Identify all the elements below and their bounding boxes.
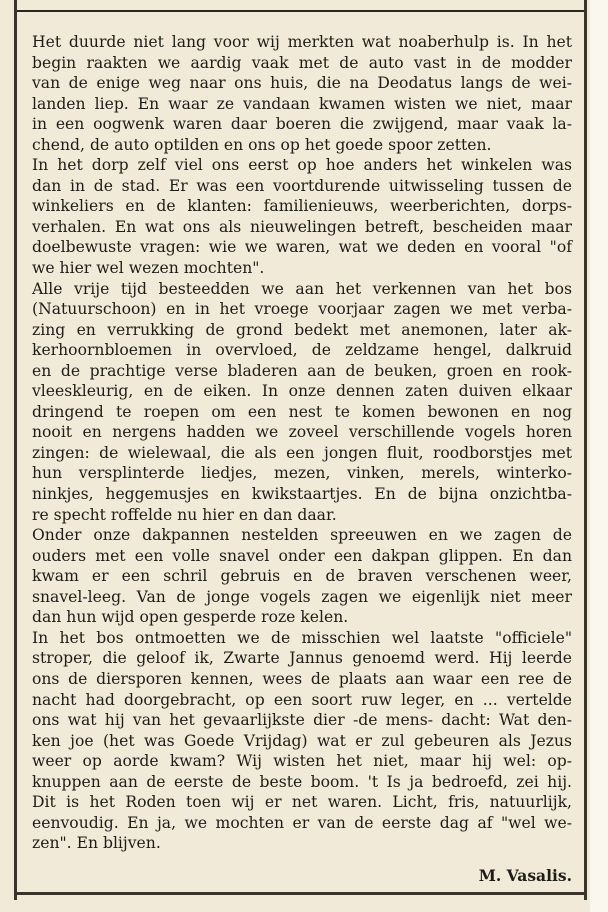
article-line: en de prachtige verse bladeren aan de beuken, groen en rook- xyxy=(32,361,572,380)
article-line: ninkjes, heggemusjes en kwikstaartjes. En de bijna onzichtba- xyxy=(32,485,572,504)
article-line: winkeliers en de klanten: familienieuws, weerberichten, dorps- xyxy=(32,197,572,216)
article-line: dan in de stad. Er was een voortdurende uitwisseling tussen de xyxy=(32,176,572,195)
article-line: landen liep. En waar ze vandaan kwamen wisten we niet, maar xyxy=(32,94,572,113)
article-text-column xyxy=(32,32,572,854)
article-line: vleeskleurig, en de eiken. In onze dennen zaten duiven elkaar xyxy=(32,382,572,401)
article-line: Dit is het Roden toen wij er net waren. Licht, fris, natuurlijk, xyxy=(32,793,572,812)
article-line: kwam er een schril gebruis en de braven verschenen weer, xyxy=(32,567,572,586)
article-line: van de enige weg naar ons huis, die na Deodatus langs de wei- xyxy=(32,74,572,93)
article-line: hun versplinterde liedjes, mezen, vinken, merels, winterko- xyxy=(32,464,572,483)
article-line: Alle vrije tijd besteedden we aan het verkennen van het bos xyxy=(32,279,572,298)
article-line: In het bos ontmoetten we de misschien wel laatste "officiele" xyxy=(32,628,572,647)
article-line: Onder onze dakpannen nestelden spreeuwen en we zagen de xyxy=(32,526,572,545)
article-line: chend, de auto optilden en ons op het goede spoor zetten. xyxy=(32,135,492,154)
bottom-border-rule xyxy=(14,892,587,895)
article-line: nacht had doorgebracht, op een soort ruw leger, en ... vertelde xyxy=(32,690,572,709)
article-line: In het dorp zelf viel ons eerst op hoe anders het winkelen was xyxy=(32,156,572,175)
article-line: zingen: de wielewaal, die als een jongen fluit, roodborstjes met xyxy=(32,443,572,462)
article-line: in een oogwenk waren daar boeren die zwijgend, maar vaak la- xyxy=(32,115,572,134)
article-line: ons wat hij van het gevaarlijkste dier -de mens- dacht: Wat den- xyxy=(32,711,572,730)
article-line: weer op aorde kwam? Wij wisten het niet, maar hij wel: op- xyxy=(32,752,572,771)
article-line: begin raakten we aardig vaak met de auto vast in de modder xyxy=(32,53,572,72)
article-line: kerhoornbloemen in overvloed, de zeldzame hengel, dalkruid xyxy=(32,341,572,360)
article-line: Het duurde niet lang voor wij merkten wat noaberhulp is. In het xyxy=(32,33,572,51)
article-line: we hier wel wezen mochten". xyxy=(32,259,265,278)
article-line: nooit en nergens hadden we zoveel verschillende vogels horen xyxy=(32,423,572,442)
article-line: snavel-leeg. Van de jonge vogels zagen we eigenlijk niet meer xyxy=(32,587,572,606)
article-line: re specht roffelde nu hier en dan daar. xyxy=(32,505,337,524)
article-line: zing en verrukking de grond bedekt met anemonen, later ak- xyxy=(32,320,572,339)
left-border-rule xyxy=(14,0,17,900)
right-border-rule xyxy=(584,0,587,900)
article-line: ouders met een volle snavel onder een dakpan glippen. En dan xyxy=(32,546,572,565)
author-signature: M. Vasalis. xyxy=(478,866,572,885)
article-line: dringend te roepen om een nest te komen bewonen en nog xyxy=(32,402,572,421)
article-line: dan hun wijd open gesperde roze kelen. xyxy=(32,608,349,627)
article-line: (Natuurschoon) en in het vroege voorjaar zagen we met verba- xyxy=(32,300,572,319)
article-line: ons de diersporen kennen, wees de plaats aan waar een ree de xyxy=(32,669,572,688)
article-line: ken joe (het was Goede Vrijdag) wat er zul gebeuren als Jezus xyxy=(32,731,572,750)
article-line: doelbewuste vragen: wie we waren, wat we deden en vooral "of xyxy=(32,238,572,257)
article-line: knuppen aan de eerste de beste boom. 't Is ja bedroefd, zei hij. xyxy=(32,772,572,791)
top-border-rule xyxy=(14,0,584,12)
article-line: stroper, die geloof ik, Zwarte Jannus genoemd werd. Hij leerde xyxy=(32,649,572,668)
article-line: verhalen. En wat ons als nieuwelingen betreft, bescheiden maar xyxy=(32,217,572,236)
paper-edge xyxy=(590,0,608,912)
article-line: eenvoudig. En ja, we mochten er van de eerste dag af "wel we- xyxy=(32,813,572,832)
article-line: zen". En blijven. xyxy=(32,834,161,853)
